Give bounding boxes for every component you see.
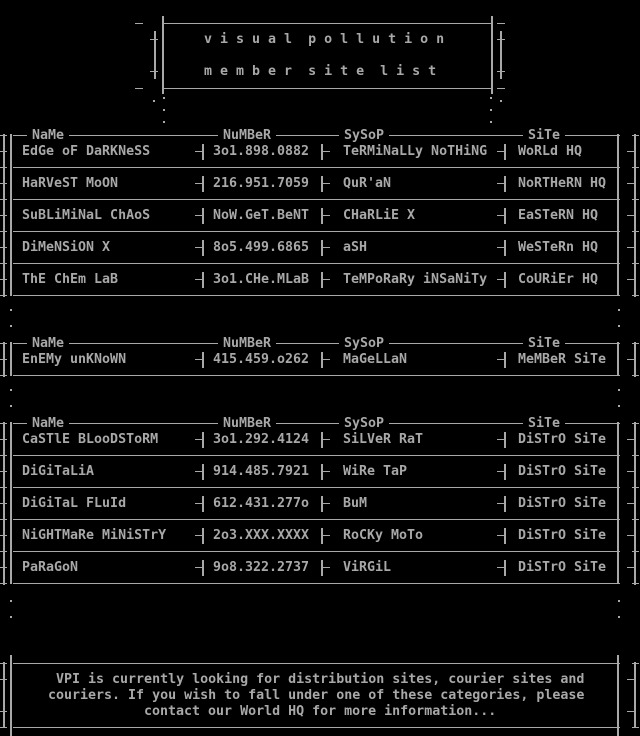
bbs-number: 216.951.7059 <box>213 176 310 191</box>
bbs-name: DiGiTaLiA <box>22 464 95 479</box>
column-header-sysop: SySoP <box>339 336 389 352</box>
tick-icon <box>321 528 329 544</box>
line <box>632 135 639 136</box>
line <box>0 455 7 456</box>
line <box>632 375 639 376</box>
table-row <box>0 208 640 224</box>
tick-icon <box>196 272 204 288</box>
tick-icon <box>321 432 329 448</box>
bbs-site: CoURiEr HQ <box>518 272 599 287</box>
tick-icon <box>321 208 329 224</box>
separator-line <box>0 512 640 528</box>
column-header-name: NaMe <box>27 416 69 432</box>
rail-tick <box>0 279 7 280</box>
bbs-name: DiMeNSiON X <box>22 240 111 255</box>
bbs-site: NoRTHeRN HQ <box>518 176 607 191</box>
line <box>632 519 639 520</box>
table-row <box>0 432 640 448</box>
bbs-number: 612.431.277o <box>213 496 310 511</box>
rail-tick <box>497 71 505 72</box>
tick-icon <box>498 496 506 512</box>
column-header-name: NaMe <box>27 336 69 352</box>
tick-icon <box>321 464 329 480</box>
dot <box>10 325 12 327</box>
column-header-site: SiTe <box>523 336 565 352</box>
table-row <box>0 240 640 256</box>
tick-icon <box>196 496 204 512</box>
bbs-name: CaSTlE BLooDSToRM <box>22 432 159 447</box>
line <box>632 487 639 488</box>
tick-icon <box>321 272 329 288</box>
rail-tick <box>0 183 7 184</box>
tick-icon <box>498 560 506 576</box>
separator-line <box>0 192 640 208</box>
line <box>632 663 639 664</box>
bbs-name: SuBLiMiNaL ChAoS <box>22 208 151 223</box>
bbs-name: EnEMy unKNoWN <box>22 352 127 367</box>
column-header-site: SiTe <box>523 128 565 144</box>
bbs-site: DiSTrO SiTe <box>518 464 607 479</box>
bbs-sysop: aSH <box>343 240 368 255</box>
line <box>632 551 639 552</box>
bbs-sysop: MaGeLLaN <box>343 352 408 367</box>
dash <box>135 88 143 89</box>
line <box>164 88 491 89</box>
rail-tick <box>0 151 7 152</box>
rail-tick <box>150 39 158 40</box>
column-header-number: NuMBeR <box>218 336 276 352</box>
bbs-site: DiSTrO SiTe <box>518 560 607 575</box>
line <box>0 135 7 136</box>
table-row <box>0 176 640 192</box>
bbs-site: DiSTrO SiTe <box>518 528 607 543</box>
dot <box>163 121 165 123</box>
line <box>0 295 7 296</box>
bbs-sysop: TeRMiNaLLy NoTHiNG <box>343 144 488 159</box>
rail-tick <box>0 711 7 712</box>
line <box>0 727 7 728</box>
table-header-row <box>0 416 640 432</box>
dot <box>618 405 620 407</box>
line <box>632 167 639 168</box>
dot <box>490 97 492 99</box>
dot <box>618 309 620 311</box>
tick-icon <box>196 208 204 224</box>
line <box>0 487 7 488</box>
page-title-line2: m e m b e r s i t e l i s t <box>204 64 437 79</box>
dot <box>10 600 12 602</box>
tick-icon <box>196 240 204 256</box>
tick-icon <box>321 352 329 368</box>
tick-icon <box>498 240 506 256</box>
rail-tick <box>0 359 7 360</box>
dot <box>10 616 12 618</box>
tick-icon <box>321 496 329 512</box>
separator-line <box>0 544 640 560</box>
line <box>632 263 639 264</box>
line <box>632 199 639 200</box>
table-bottom-line <box>0 368 640 384</box>
column-header-number: NuMBeR <box>218 416 276 432</box>
bbs-site: EaSTeRN HQ <box>518 208 599 223</box>
line <box>13 583 620 584</box>
line <box>0 199 7 200</box>
bbs-sysop: RoCKy MoTo <box>343 528 424 543</box>
dot <box>10 405 12 407</box>
bbs-sysop: ViRGiL <box>343 560 392 575</box>
rail-tick <box>0 439 7 440</box>
bbs-number: 9o8.322.2737 <box>213 560 310 575</box>
dash <box>135 23 143 24</box>
footer-top-line <box>0 656 640 672</box>
rail-tick <box>627 711 634 712</box>
separator-line <box>0 224 640 240</box>
separator-line <box>0 160 640 176</box>
dash <box>497 88 505 89</box>
line <box>13 455 620 456</box>
line <box>162 16 164 94</box>
line <box>13 727 620 728</box>
bbs-number: 2o3.XXX.XXXX <box>213 528 310 543</box>
rail-tick <box>627 471 634 472</box>
line <box>13 295 620 296</box>
line <box>491 16 493 94</box>
line <box>632 343 639 344</box>
bbs-sysop: TeMPoRaRy iNSaNiTy <box>343 272 488 287</box>
rail-tick <box>0 471 7 472</box>
bbs-sysop: QuR'aN <box>343 176 392 191</box>
table-header-row <box>0 128 640 144</box>
bbs-number: NoW.GeT.BeNT <box>213 208 310 223</box>
column-header-site: SiTe <box>523 416 565 432</box>
line <box>632 423 639 424</box>
line <box>13 199 620 200</box>
tick-icon <box>498 528 506 544</box>
tick-icon <box>321 176 329 192</box>
dot <box>490 121 492 123</box>
table-row <box>0 560 640 576</box>
bbs-sysop: WiRe TaP <box>343 464 408 479</box>
line <box>164 23 491 24</box>
bbs-sysop: BuM <box>343 496 368 511</box>
rail-tick <box>150 71 158 72</box>
bbs-name: HaRVeST MoON <box>22 176 119 191</box>
bbs-sysop: SiLVeR RaT <box>343 432 424 447</box>
bbs-number: 8o5.499.6865 <box>213 240 310 255</box>
footer-text-line2: couriers. If you wish to fall under one of these categories, please <box>48 688 585 703</box>
line <box>0 343 7 344</box>
line <box>13 487 620 488</box>
footer-text-line1: VPI is currently looking for distribution sites, courier sites and <box>56 672 585 687</box>
bbs-number: 3o1.CHe.MLaB <box>213 272 310 287</box>
separator-line <box>0 448 640 464</box>
rail-tick <box>0 215 7 216</box>
rail-tick <box>627 535 634 536</box>
rail-tick <box>627 679 634 680</box>
column-header-number: NuMBeR <box>218 128 276 144</box>
tick-icon <box>196 464 204 480</box>
line <box>13 375 620 376</box>
dot <box>10 389 12 391</box>
line <box>632 455 639 456</box>
table-header-row <box>0 336 640 352</box>
bbs-site: DiSTrO SiTe <box>518 432 607 447</box>
bbs-number: 3o1.898.0882 <box>213 144 310 159</box>
dot <box>618 616 620 618</box>
table-row <box>0 272 640 288</box>
bbs-site: WeSTeRn HQ <box>518 240 599 255</box>
tick-icon <box>498 144 506 160</box>
separator-line <box>0 480 640 496</box>
line <box>13 231 620 232</box>
rail-tick <box>0 247 7 248</box>
tick-icon <box>196 528 204 544</box>
dot <box>163 109 165 111</box>
column-header-sysop: SySoP <box>339 128 389 144</box>
rail-tick <box>627 183 634 184</box>
dot <box>10 309 12 311</box>
bbs-name: ThE ChEm LaB <box>22 272 119 287</box>
rail-tick <box>0 567 7 568</box>
rail-tick <box>627 151 634 152</box>
line <box>0 167 7 168</box>
line <box>632 231 639 232</box>
rail-tick <box>0 535 7 536</box>
line <box>632 295 639 296</box>
line <box>13 663 620 664</box>
rail-tick <box>627 247 634 248</box>
tick-icon <box>196 176 204 192</box>
tick-icon <box>321 144 329 160</box>
line <box>0 263 7 264</box>
rail-tick <box>0 503 7 504</box>
dot <box>500 100 502 102</box>
footer-text-line3: contact our World HQ for more information... <box>144 704 497 719</box>
column-header-name: NaMe <box>27 128 69 144</box>
rail-tick <box>627 215 634 216</box>
tick-icon <box>498 208 506 224</box>
tick-icon <box>321 560 329 576</box>
line <box>0 375 7 376</box>
tick-icon <box>196 352 204 368</box>
table-row <box>0 352 640 368</box>
line <box>0 519 7 520</box>
table-bottom-line <box>0 576 640 592</box>
line <box>0 551 7 552</box>
line <box>632 583 639 584</box>
tick-icon <box>196 560 204 576</box>
bbs-site: DiSTrO SiTe <box>518 496 607 511</box>
footer-bottom-line <box>0 720 640 736</box>
line <box>13 551 620 552</box>
rail-tick <box>627 439 634 440</box>
dot <box>618 600 620 602</box>
bbs-name: PaRaGoN <box>22 560 79 575</box>
table-row <box>0 528 640 544</box>
tick-icon <box>196 144 204 160</box>
line <box>0 663 7 664</box>
rail-tick <box>0 679 7 680</box>
tick-icon <box>321 240 329 256</box>
tick-icon <box>196 432 204 448</box>
dot <box>490 109 492 111</box>
dot <box>618 389 620 391</box>
tick-icon <box>498 352 506 368</box>
rail-tick <box>627 279 634 280</box>
bbs-site: MeMBeR SiTe <box>518 352 607 367</box>
dash <box>497 23 505 24</box>
tick-icon <box>498 464 506 480</box>
rail-tick <box>627 503 634 504</box>
line <box>0 583 7 584</box>
line <box>0 231 7 232</box>
bbs-number: 3o1.292.4124 <box>213 432 310 447</box>
line <box>13 519 620 520</box>
line <box>632 727 639 728</box>
line <box>13 263 620 264</box>
line <box>0 423 7 424</box>
dot <box>153 100 155 102</box>
line <box>13 167 620 168</box>
table-row <box>0 464 640 480</box>
bbs-number: 914.485.7921 <box>213 464 310 479</box>
bbs-name: DiGiTaL FLuId <box>22 496 127 511</box>
bbs-number: 415.459.o262 <box>213 352 310 367</box>
tick-icon <box>498 432 506 448</box>
bbs-sysop: CHaRLiE X <box>343 208 416 223</box>
dot <box>163 97 165 99</box>
tick-icon <box>498 272 506 288</box>
table-row <box>0 144 640 160</box>
bbs-name: NiGHTMaRe MiNiSTrY <box>22 528 167 543</box>
table-row <box>0 496 640 512</box>
dot <box>618 325 620 327</box>
column-header-sysop: SySoP <box>339 416 389 432</box>
bbs-site: WoRLd HQ <box>518 144 583 159</box>
rail-tick <box>627 567 634 568</box>
separator-line <box>0 256 640 272</box>
tick-icon <box>498 176 506 192</box>
rail-tick <box>627 359 634 360</box>
rail-tick <box>497 39 505 40</box>
table-bottom-line <box>0 288 640 304</box>
bbs-name: EdGe oF DaRKNeSS <box>22 144 151 159</box>
page-title-line1: v i s u a l p o l l u t i o n <box>204 32 445 47</box>
